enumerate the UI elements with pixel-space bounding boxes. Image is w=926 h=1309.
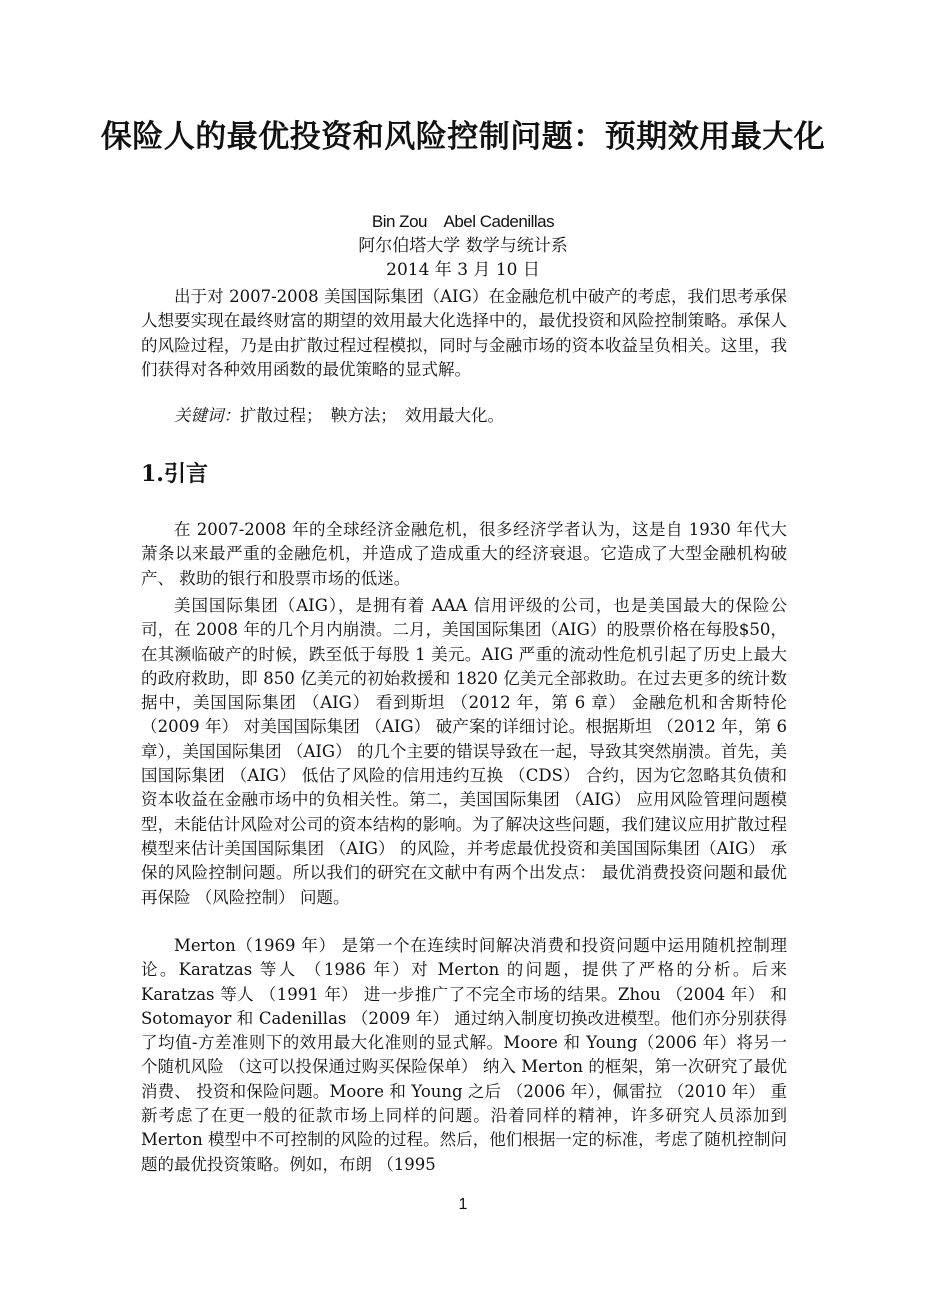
paragraph: 在 2007-2008 年的全球经济金融危机，很多经济学者认为，这是自 1930 年代大萧条以来最严重的金融危机，并造成了造成重大的经济衰退。它造成了大型金融机构破产、 救助的银行和股票市场的低迷。 [141,520,787,588]
paragraph: Merton（1969 年） 是第一个在连续时间解决消费和投资问题中运用随机控制理论。Karatzas 等人 （1986 年）对 Merton 的问题，提供了严格的分析。后来 Karatzas 等人 （1991 年） 进一步推广了不完全市场的结果。Zhou （2004 年） 和 Sotomayor 和 Cadenillas （2009 年） 通过纳入制度切换改进模型。他们亦分别获得了均值-方差准则下的效用最大化准则的显式解。Moore 和 Young（2006 年）将另一个随机风险 （这可以投保通过购买保险保单） 纳入 Merton 的框架，第一次研究了最优消费、 投资和保险问题。Moore 和 Young 之后 （2006 年），佩雷拉 （2010 年） 重新考虑了在更一般的征款市场上同样的问题。沿着同样的精神，许多研究人员添加到 Merton 模型中不可控制的风险的过程。然后，他们根据一定的标准，考虑了随机控制问题的最优投资策略。例如，布朗 （1995 [141,936,787,1174]
keywords-list: 扩散过程； 鞅方法； 效用最大化。 [240,406,504,425]
date: 2014 年 3 月 10 日 [386,260,540,280]
abstract: 出于对 2007-2008 美国国际集团（AIG）在金融危机中破产的考虑，我们思考承保人想要实现在最终财富的期望的效用最大化选择中的，最优投资和风险控制策略。承保人的风险过程，乃是由扩散过程过程模拟，同时与金融市场的资本收益呈负相关。这里，我们获得对各种效用函数的最优策略的显式解。 [141,287,787,379]
keywords [174,404,504,428]
authors: Bin Zou Abel Cadenillas [371,212,555,231]
section-title: 引言 [163,461,208,487]
paragraph: 美国国际集团（AIG），是拥有着 AAA 信用评级的公司，也是美国最大的保险公司，在 2008 年的几个月内崩溃。二月，美国国际集团（AIG）的股票价格在每股$50，在其濒临破产的时候，跌至低于每股 1 美元。AIG 严重的流动性危机引起了历史上最大的政府救助，即 850 亿美元的初始救援和 1820 亿美元全部救助。在过去更多的统计数据中，美国国际集团 （AIG） 看到斯坦 （2012 年，第 6 章） 金融危机和舍斯特伦 （2009 年） 对美国国际集团 （AIG） 破产案的详细讨论。根据斯坦 （2012 年，第 6 章），美国国际集团 （AIG） 的几个主要的错误导致在一起，导致其突然崩溃。首先，美国国际集团 （AIG） 低估了风险的信用违约互换 （CDS） 合约，因为它忽略其负债和资本收益在金融市场中的负相关性。第二，美国国际集团 （AIG） 应用风险管理问题模型，未能估计风险对公司的资本结构的影响。为了解决这些问题，我们建议应用扩散过程模型来估计美国国际集团 （AIG） 的风险，并考虑最优投资和美国国际集团（AIG） 承保的风险控制问题。所以我们的研究在文献中有两个出发点： 最优消费投资问题和最优再保险 （风险控制） 问题。 [141,596,787,907]
section-heading [141,458,208,490]
paper-title: 保险人的最优投资和风险控制问题：预期效用最大化 [100,119,826,155]
section-number: 1. [141,461,164,487]
page-number: 1 [458,1196,468,1213]
keywords-label: 关键词： [174,406,240,425]
affiliation: 阿尔伯塔大学 数学与统计系 [358,236,568,256]
